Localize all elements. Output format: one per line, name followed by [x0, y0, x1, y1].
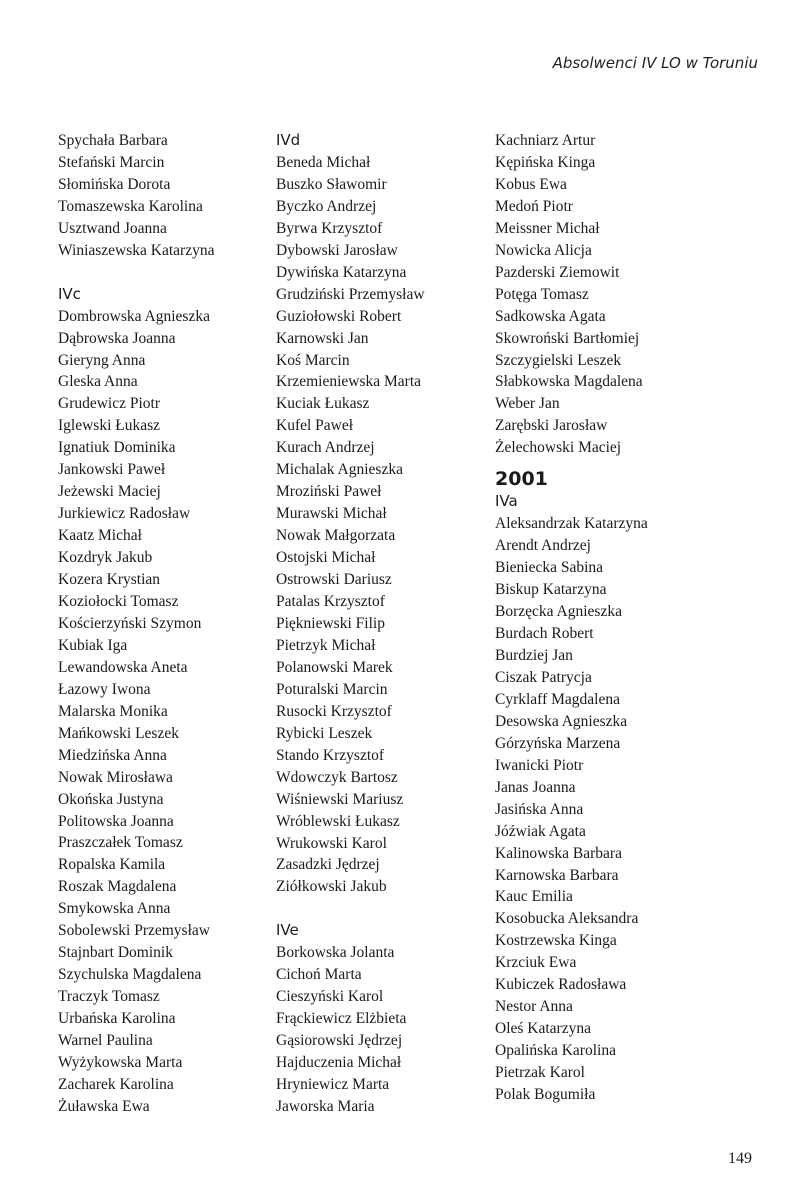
year-heading-2001: 2001 [495, 468, 548, 491]
name-entry: Pazderski Ziemowit [495, 263, 620, 281]
name-entry: Kępińska Kinga [495, 153, 596, 171]
section-gap [276, 898, 425, 920]
name-entry: Burdziej Jan [495, 646, 573, 664]
name-list-ivc [58, 306, 214, 1118]
name-entry: Smykowska Anna [58, 900, 171, 918]
name-entry: Mańkowski Leszek [58, 724, 179, 742]
name-entry: Górzyńska Marzena [495, 734, 621, 752]
name-entry: Zasadzki Jędrzej [276, 856, 380, 874]
name-entry: Ostrowski Dariusz [276, 571, 392, 589]
name-entry: Kachniarz Artur [495, 132, 596, 149]
name-entry: Nowak Mirosława [58, 768, 173, 786]
name-entry: Borzęcka Agnieszka [495, 603, 622, 621]
name-entry: Polak Bogumiła [495, 1086, 596, 1104]
name-entry: Malarska Monika [58, 702, 168, 720]
name-entry: Żelechowski Maciej [495, 439, 622, 457]
name-entry: Bieniecka Sabina [495, 559, 604, 577]
name-entry: Urbańska Karolina [58, 1010, 176, 1028]
name-entry: Stando Krzysztof [276, 746, 385, 764]
name-entry: Frąckiewicz Elżbieta [276, 1010, 407, 1028]
name-list-ive [276, 942, 425, 1118]
name-entry: Biskup Katarzyna [495, 581, 607, 599]
name-entry: Jaworska Maria [276, 1097, 375, 1115]
name-entry: Byczko Andrzej [276, 197, 377, 215]
name-entry: Jankowski Paweł [58, 461, 166, 479]
name-entry: Wiśniewski Mariusz [276, 790, 404, 808]
name-entry: Kauc Emilia [495, 888, 573, 906]
name-entry: Cyrklaff Magdalena [495, 690, 620, 708]
name-entry: Warnel Paulina [58, 1032, 153, 1050]
name-entry: Ziółkowski Jakub [276, 878, 387, 896]
name-entry: Wróblewski Łukasz [276, 812, 400, 830]
name-entry: Wrukowski Karol [276, 834, 387, 852]
name-entry: Meissner Michał [495, 219, 600, 237]
name-entry: Kufel Paweł [276, 417, 354, 435]
class-heading-ivc: IVc [58, 284, 81, 303]
name-entry: Oleś Katarzyna [495, 1020, 591, 1038]
name-entry: Wdowczyk Bartosz [276, 768, 398, 786]
name-entry: Karnowska Barbara [495, 866, 619, 884]
name-entry: Żuławska Ewa [58, 1097, 150, 1115]
name-entry: Grudziński Przemysław [276, 285, 425, 303]
name-list-iva [495, 513, 648, 1106]
name-entry: Kubiak Iga [58, 636, 128, 654]
section-gap [58, 262, 214, 284]
name-entry: Łazowy Iwona [58, 680, 151, 698]
name-entry: Potęga Tomasz [495, 285, 589, 303]
name-entry: Gleska Anna [58, 373, 138, 391]
name-entry: Hryniewicz Marta [276, 1075, 390, 1093]
running-header: Absolwenci IV LO w Toruniu [552, 54, 758, 72]
name-entry: Piękniewski Filip [276, 614, 385, 632]
name-entry: Nowak Małgorzata [276, 527, 396, 545]
name-entry: Słabkowska Magdalena [495, 373, 643, 391]
name-entry: Tomaszewska Karolina [58, 197, 203, 215]
name-entry: Karnowski Jan [276, 329, 369, 347]
class-heading-ivd: IVd [276, 131, 301, 149]
name-entry: Michalak Agnieszka [276, 461, 403, 479]
name-entry: Medoń Piotr [495, 197, 573, 215]
name-entry: Winiaszewska Katarzyna [58, 241, 215, 259]
name-entry: Lewandowska Aneta [58, 658, 188, 676]
column-3 [495, 130, 648, 1106]
name-entry: Dąbrowska Joanna [58, 329, 176, 347]
name-entry: Janas Joanna [495, 778, 576, 796]
name-entry: Kosobucka Aleksandra [495, 910, 639, 928]
name-entry: Hajduczenia Michał [276, 1054, 402, 1072]
name-entry: Dywińska Katarzyna [276, 263, 407, 281]
name-entry: Kostrzewska Kinga [495, 932, 617, 950]
name-list-top [58, 130, 214, 262]
name-entry: Okońska Justyna [58, 790, 164, 808]
name-entry: Kozdryk Jakub [58, 549, 153, 567]
name-entry: Traczyk Tomasz [58, 988, 160, 1006]
name-entry: Kubiczek Radosława [495, 976, 627, 994]
name-entry: Borkowska Jolanta [276, 944, 395, 962]
name-entry: Dombrowska Agnieszka [58, 307, 210, 325]
name-entry: Aleksandrzak Katarzyna [495, 515, 648, 533]
class-heading-ive: IVe [276, 921, 299, 940]
name-entry: Weber Jan [495, 395, 560, 413]
name-entry: Guziołowski Robert [276, 307, 402, 325]
name-entry: Ignatiuk Dominika [58, 439, 176, 457]
name-entry: Stajnbart Dominik [58, 944, 173, 962]
name-entry: Nestor Anna [495, 998, 573, 1016]
name-entry: Cieszyński Karol [276, 988, 384, 1006]
name-entry: Sadkowska Agata [495, 307, 606, 325]
name-entry: Opalińska Karolina [495, 1042, 616, 1060]
name-entry: Kościerzyński Szymon [58, 614, 202, 632]
name-list-top [495, 130, 648, 459]
name-entry: Słomińska Dorota [58, 175, 171, 193]
name-entry: Skowroński Bartłomiej [495, 329, 640, 347]
name-entry: Koziołocki Tomasz [58, 593, 179, 610]
name-entry: Zarębski Jarosław [495, 417, 608, 435]
name-entry: Krzciuk Ewa [495, 954, 577, 972]
name-entry: Byrwa Krzysztof [276, 219, 383, 237]
name-entry: Arendt Andrzej [495, 537, 591, 555]
name-entry: Beneda Michał [276, 153, 371, 171]
name-entry: Kalinowska Barbara [495, 844, 622, 862]
name-entry: Szychulska Magdalena [58, 966, 202, 984]
name-entry: Jasińska Anna [495, 800, 584, 818]
name-entry: Stefański Marcin [58, 153, 165, 171]
name-entry: Praszczałek Tomasz [58, 834, 183, 852]
name-entry: Pietrzyk Michał [276, 636, 376, 654]
name-entry: Szczygielski Leszek [495, 351, 622, 369]
name-entry: Ciszak Patrycja [495, 668, 592, 686]
name-entry: Ostojski Michał [276, 549, 376, 567]
name-entry: Spychała Barbara [58, 132, 168, 149]
name-entry: Cichoń Marta [276, 966, 362, 984]
name-entry: Nowicka Alicja [495, 241, 592, 259]
name-entry: Zacharek Karolina [58, 1075, 174, 1093]
name-entry: Ropalska Kamila [58, 856, 166, 874]
name-entry: Patalas Krzysztof [276, 593, 385, 611]
name-entry: Kaatz Michał [58, 527, 142, 545]
column-1 [58, 130, 214, 1118]
name-list-ivd [276, 152, 425, 898]
name-entry: Rybicki Leszek [276, 724, 373, 742]
name-entry: Sobolewski Przemysław [58, 922, 210, 940]
name-entry: Desowska Agnieszka [495, 712, 628, 730]
name-entry: Rusocki Krzysztof [276, 702, 392, 720]
column-2 [276, 130, 425, 1118]
name-entry: Jóźwiak Agata [495, 822, 586, 840]
name-entry: Kurach Andrzej [276, 439, 375, 457]
name-entry: Polanowski Marek [276, 658, 393, 676]
name-entry: Burdach Robert [495, 625, 594, 643]
name-entry: Kobus Ewa [495, 175, 567, 193]
name-entry: Politowska Joanna [58, 812, 174, 830]
name-entry: Kuciak Łukasz [276, 395, 370, 413]
name-entry: Gąsiorowski Jędrzej [276, 1032, 403, 1050]
name-entry: Pietrzak Karol [495, 1064, 585, 1082]
class-heading-iva: IVa [495, 492, 518, 511]
name-entry: Dybowski Jarosław [276, 241, 398, 259]
name-entry: Koś Marcin [276, 351, 350, 369]
name-entry: Grudewicz Piotr [58, 395, 161, 413]
name-entry: Murawski Michał [276, 505, 387, 523]
name-entry: Miedzińska Anna [58, 746, 167, 764]
name-entry: Krzemieniewska Marta [276, 373, 422, 391]
name-entry: Usztwand Joanna [58, 219, 167, 237]
name-entry: Gieryng Anna [58, 351, 146, 369]
name-entry: Iglewski Łukasz [58, 417, 161, 435]
name-entry: Wyżykowska Marta [58, 1054, 183, 1072]
name-entry: Jurkiewicz Radosław [58, 505, 191, 523]
name-entry: Poturalski Marcin [276, 680, 388, 698]
name-entry: Mroziński Paweł [276, 483, 382, 501]
name-entry: Roszak Magdalena [58, 878, 177, 896]
name-entry: Buszko Sławomir [276, 175, 387, 193]
name-entry: Kozera Krystian [58, 571, 160, 589]
page-number: 149 [728, 1150, 752, 1167]
name-entry: Jeżewski Maciej [58, 483, 161, 501]
name-entry: Iwanicki Piotr [495, 756, 584, 774]
